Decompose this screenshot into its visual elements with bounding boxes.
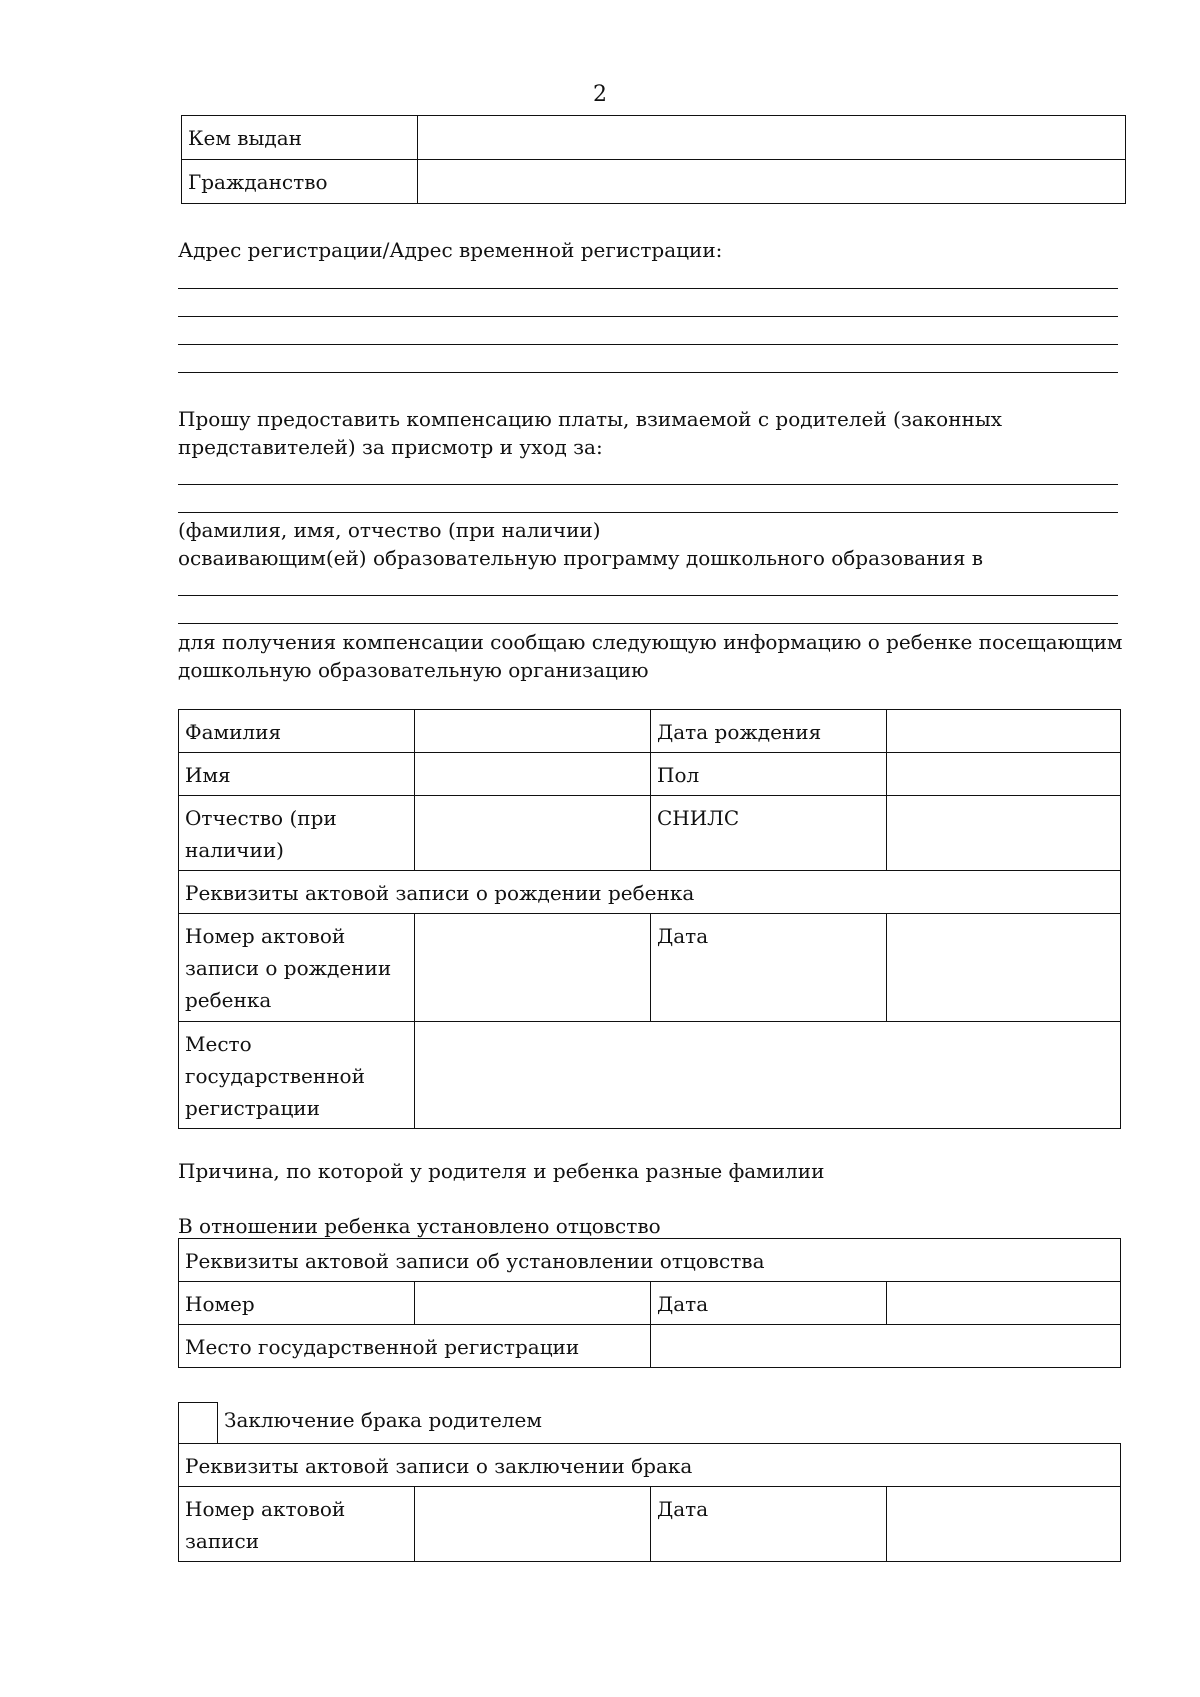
record-number-label: Номер актовой записи о рождении ребенка [179,914,415,1022]
sex-label: Пол [651,753,887,796]
marriage-date-label: Дата [651,1487,887,1562]
registration-place-label: Место государственной регистрации [179,1022,415,1129]
address-line-4[interactable] [178,372,1118,373]
birth-record-header: Реквизиты актовой записи о рождении ребенка [179,871,1121,914]
record-number-field[interactable] [415,914,651,1022]
birth-date-field[interactable] [887,710,1121,753]
marriage-record-header: Реквизиты актовой записи о заключении брака [179,1444,1121,1487]
patronymic-field[interactable] [415,796,651,871]
marriage-checkbox-label: Заключение брака родителем [224,1408,542,1432]
child-name-hint: (фамилия, имя, отчество (при наличии) [178,518,601,542]
birth-date-label: Дата рождения [651,710,887,753]
marriage-record-number-label: Номер актовой записи [179,1487,415,1562]
organization-line-2[interactable] [178,623,1118,624]
address-line-2[interactable] [178,316,1118,317]
paternity-registration-place-label: Место государственной регистрации [179,1325,651,1368]
issued-by-label: Кем выдан [182,116,418,160]
surname-reason-text: Причина, по которой у родителя и ребенка разные фамилии [178,1159,825,1183]
marriage-table [178,1443,1121,1562]
patronymic-label: Отчество (при наличии) [179,796,415,871]
address-line-1[interactable] [178,288,1118,289]
marriage-date-field[interactable] [887,1487,1121,1562]
citizenship-label: Гражданство [182,160,418,204]
child-name-line-2[interactable] [178,512,1118,513]
program-text: осваивающим(ей) образовательную программу дошкольного образования в [178,546,984,570]
paternity-table [178,1238,1121,1368]
issued-by-field[interactable] [418,116,1126,160]
paternity-number-label: Номер [179,1282,415,1325]
marriage-record-number-field[interactable] [415,1487,651,1562]
marriage-checkbox[interactable] [178,1402,218,1444]
passport-table [181,115,1126,204]
record-date-field[interactable] [887,914,1121,1022]
snils-field[interactable] [887,796,1121,871]
paternity-text: В отношении ребенка установлено отцовство [178,1214,661,1238]
first-name-label: Имя [179,753,415,796]
address-line-3[interactable] [178,344,1118,345]
request-text-line1: Прошу предоставить компенсацию платы, взимаемой с родителей (законных [178,407,1003,431]
paternity-number-field[interactable] [415,1282,651,1325]
page-number: 2 [593,82,607,107]
paternity-date-field[interactable] [887,1282,1121,1325]
paternity-record-header: Реквизиты актовой записи об установлении отцовства [179,1239,1121,1282]
surname-field[interactable] [415,710,651,753]
sex-field[interactable] [887,753,1121,796]
info-text-line1: для получения компенсации сообщаю следующую информацию о ребенке посещающим [178,630,1123,654]
address-label: Адрес регистрации/Адрес временной регистрации: [178,238,723,262]
child-name-line-1[interactable] [178,484,1118,485]
paternity-registration-place-field[interactable] [651,1325,1121,1368]
info-text-line2: дошкольную образовательную организацию [178,658,649,682]
surname-label: Фамилия [179,710,415,753]
paternity-date-label: Дата [651,1282,887,1325]
snils-label: СНИЛС [651,796,887,871]
organization-line-1[interactable] [178,595,1118,596]
request-text-line2: представителей) за присмотр и уход за: [178,435,603,459]
child-info-table [178,709,1121,1129]
first-name-field[interactable] [415,753,651,796]
citizenship-field[interactable] [418,160,1126,204]
registration-place-field[interactable] [415,1022,1121,1129]
record-date-label: Дата [651,914,887,1022]
